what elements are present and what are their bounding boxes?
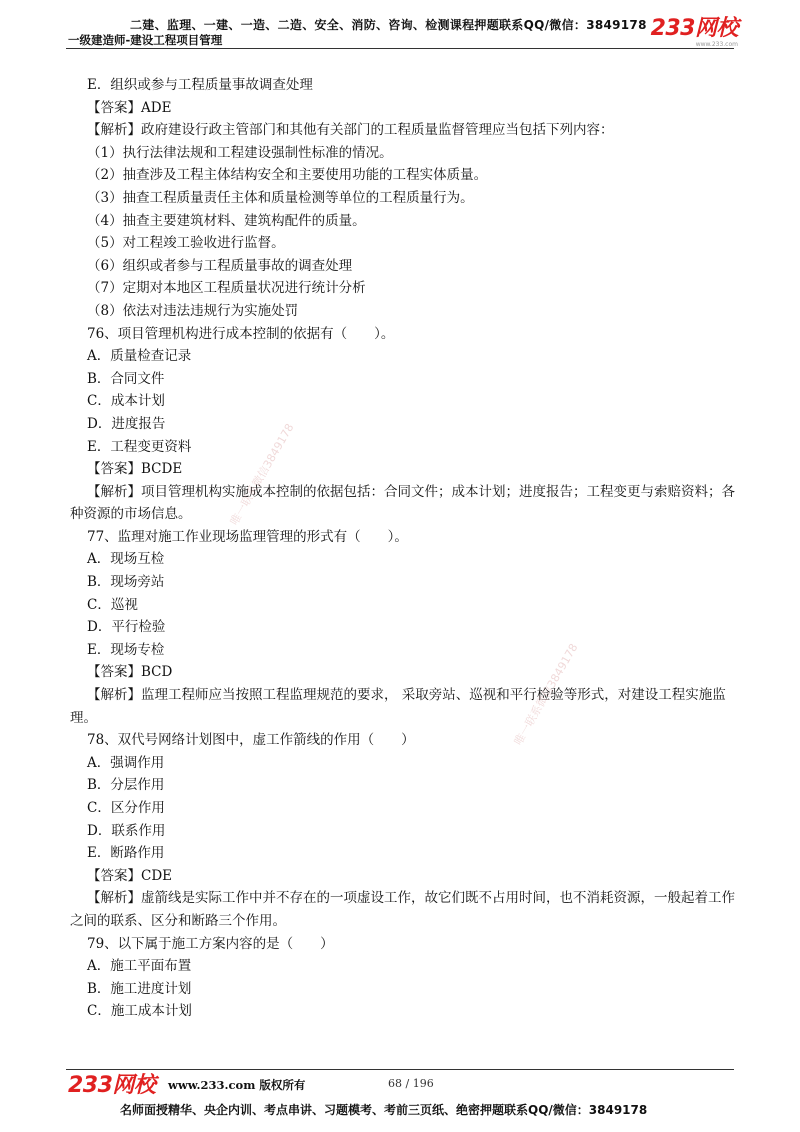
footer-divider: [66, 1069, 734, 1070]
analysis-line: 【解析】虚箭线是实际工作中并不存在的一项虚设工作，故它们既不占用时间，也不消耗资源，一般起着工作之间的联系、区分和断路三个作用。: [70, 890, 735, 929]
text-line: （3）抽查工程质量责任主体和质量检测等单位的工程质量行为。: [87, 189, 474, 206]
question-79: 79、以下属于施工方案内容的是（ ）: [87, 935, 334, 952]
answer-line: 【答案】BCD: [87, 664, 173, 681]
option-line: C．区分作用: [87, 800, 165, 816]
option-line: C．巡视: [87, 596, 138, 613]
option-line: E．现场专检: [87, 641, 165, 658]
text-line: （6）组织或者参与工程质量事故的调查处理: [87, 257, 353, 274]
text-line: （7）定期对本地区工程质量状况进行统计分析: [87, 280, 366, 297]
question-77: 77、监理对施工作业现场监理管理的形式有（ ）。: [87, 528, 408, 545]
header-promo: 二建、监理、一建、一造、二造、安全、消防、咨询、检测课程押题联系QQ/微信：3849178: [130, 18, 647, 32]
option-line: D．平行检验: [87, 619, 166, 636]
answer-line: 【答案】CDE: [87, 867, 173, 884]
logo-text: 233网校: [650, 16, 738, 41]
text-line: （2）抽查涉及工程主体结构安全和主要使用功能的工程实体质量。: [87, 167, 488, 184]
header-subtitle: 一级建造师-建设工程项目管理: [68, 33, 223, 47]
option-line: B．合同文件: [87, 370, 165, 387]
option-line: A．现场互检: [87, 551, 165, 568]
option-line: B．现场旁站: [87, 574, 165, 591]
analysis-line: 【解析】项目管理机构实施成本控制的依据包括：合同文件；成本计划；进度报告；工程变更与索赔资料；各种资源的市场信息。: [70, 483, 735, 523]
footer-copyright: www.233.com 版权所有: [168, 1078, 306, 1092]
question-76: 76、项目管理机构进行成本控制的依据有（ ）。: [87, 325, 395, 342]
analysis-line: 【解析】政府建设行政主管部门和其他有关部门的工程质量监督管理应当包括下列内容：: [87, 122, 614, 139]
option-line: E．断路作用: [87, 845, 165, 862]
option-line: C．施工成本计划: [87, 1003, 192, 1020]
option-line: B．分层作用: [87, 777, 165, 794]
text-line: E．组织或参与工程质量事故调查处理: [87, 77, 313, 93]
answer-line: 【答案】ADE: [87, 99, 172, 116]
question-78: 78、双代号网络计划图中，虚工作箭线的作用（ ）: [87, 732, 415, 749]
footer-logo: 233网校: [68, 1073, 156, 1098]
answer-line: 【答案】BCDE: [87, 461, 183, 478]
text-line: （5）对工程竣工验收进行监督。: [87, 235, 285, 252]
analysis-line: 【解析】监理工程师应当按照工程监理规范的要求， 采取旁站、巡视和平行检验等形式，对建设工程实施监理。: [70, 687, 726, 726]
watermark-text: 唯一联系微信3849178: [511, 641, 581, 748]
option-line: A．强调作用: [87, 754, 165, 771]
text-line: （8）依法对违法违规行为实施处罚: [87, 302, 299, 319]
watermark-text: 唯一联系微信3849178: [227, 421, 297, 528]
page-number: 68 / 196: [388, 1077, 434, 1090]
option-line: D．联系作用: [87, 822, 166, 839]
text-line: （4）抽查主要建筑材料、建筑构配件的质量。: [87, 212, 366, 229]
option-line: A．施工平面布置: [87, 958, 192, 975]
logo-url: www.233.com: [695, 41, 738, 48]
header-divider: [66, 48, 734, 49]
option-line: D．进度报告: [87, 415, 166, 432]
option-line: C．成本计划: [87, 393, 165, 410]
footer-promo: 名师面授精华、央企内训、考点串讲、习题模考、考前三页纸、绝密押题联系QQ/微信：3849178: [120, 1103, 648, 1117]
option-line: B．施工进度计划: [87, 980, 192, 997]
option-line: A．质量检查记录: [87, 348, 192, 365]
option-line: E．工程变更资料: [87, 438, 192, 455]
text-line: （1）执行法律法规和工程建设强制性标准的情况。: [87, 144, 393, 161]
document-body: [70, 74, 738, 1023]
header-logo: [651, 18, 738, 48]
